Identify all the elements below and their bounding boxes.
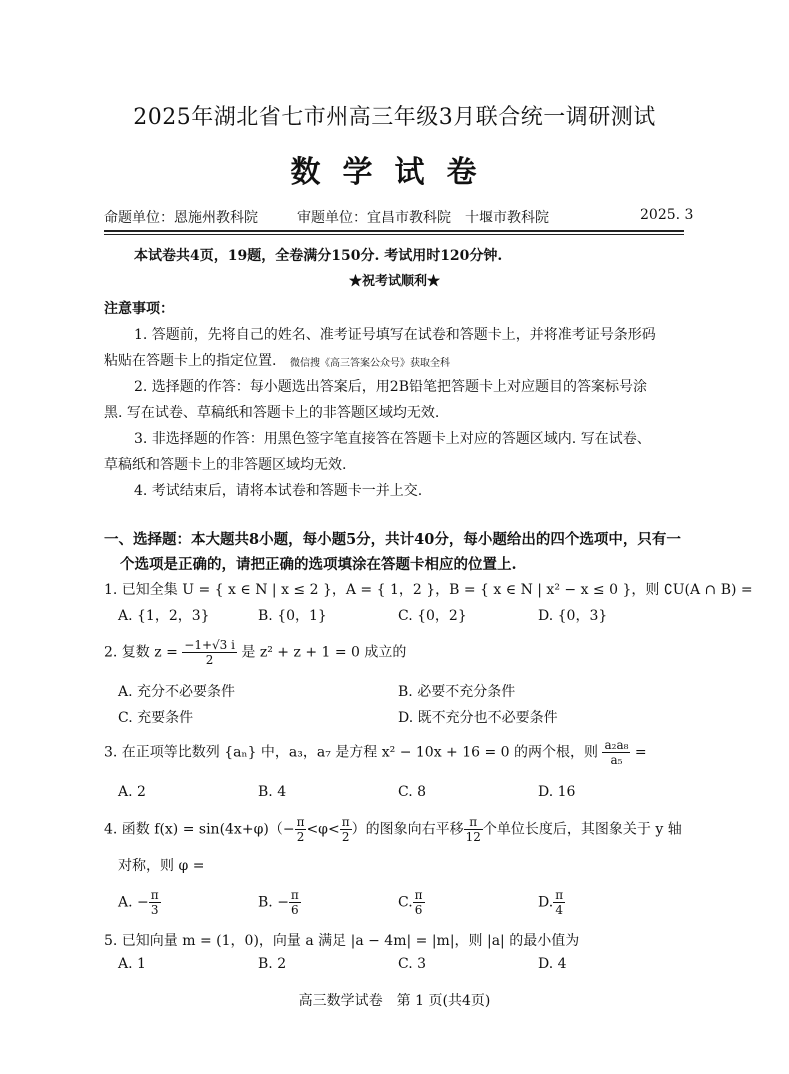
q4-option-d <box>538 888 565 917</box>
q4-stem-a: 4. 函数 f(x) = sin(4x+φ)（− <box>104 821 295 838</box>
q4-frac-1 <box>295 815 307 844</box>
q4-option-b-num: π <box>290 888 299 902</box>
q5-option-d: D. 4 <box>538 956 567 972</box>
exam-date: 2025. 3 <box>640 207 694 223</box>
note-3-line-1: 3. 非选择题的作答：用黑色签字笔直接答在答题卡上对应的答题区域内. 写在试卷、 <box>134 431 651 447</box>
q4-option-a <box>118 888 161 917</box>
q1-option-c: C. {0，2} <box>398 608 467 624</box>
header-rule-top <box>104 230 684 232</box>
q2-stem-b: 是 z² + z + 1 = 0 成立的 <box>241 644 407 661</box>
q2-option-c: C. 充要条件 <box>118 710 194 726</box>
q4-frac-2-den: 2 <box>341 830 350 844</box>
q4-option-b-frac <box>289 888 301 917</box>
reviewer-unit: 审题单位：宜昌市教科院 十堰市教科院 <box>297 210 549 226</box>
section-1-header-line-1: 一、选择题：本大题共8小题，每小题5分，共计40分，每小题给出的四个选项中，只有一 <box>104 531 681 548</box>
notes-title: 注意事项： <box>104 301 174 317</box>
q3-fraction-numerator: a₂a₈ <box>604 738 629 752</box>
setter-unit: 命题单位：恩施州教科院 <box>104 210 258 226</box>
note-1-line-2: 粘贴在答题卡上的指定位置. <box>104 353 277 369</box>
q4-frac-2-num: π <box>341 815 350 829</box>
q4-frac-2 <box>340 815 352 844</box>
q4-frac-1-num: π <box>296 815 305 829</box>
exam-subtitle: 数学试卷 <box>290 155 499 190</box>
question-4-stem <box>104 815 682 844</box>
q4-option-d-den: 4 <box>555 903 563 917</box>
q3-stem-tail: = <box>634 744 647 761</box>
q3-option-b: B. 4 <box>258 784 287 800</box>
header-rule-bottom <box>104 234 684 235</box>
q4-option-d-frac <box>553 888 565 917</box>
note-2-line-2: 黑. 写在试卷、草稿纸和答题卡上的非答题区域均无效. <box>104 405 440 421</box>
q2-fraction-denominator: 2 <box>205 653 214 667</box>
q3-fraction <box>602 738 630 767</box>
q3-stem-text: 3. 在正项等比数列 {aₙ} 中，a₃，a₇ 是方程 x² − 10x + 16 = 0 的两个根，则 <box>104 744 599 761</box>
note-3-line-2: 草稿纸和答题卡上的非答题区域均无效. <box>104 457 347 473</box>
exam-summary: 本试卷共4页，19题，全卷满分150分. 考试用时120分钟. <box>134 248 503 264</box>
exam-title: 2025年湖北省七市州高三年级3月联合统一调研测试 <box>133 105 656 130</box>
q1-option-a: A. {1，2，3} <box>118 608 210 624</box>
good-luck-text: ★祝考试顺利★ <box>348 274 440 289</box>
q4-option-a-frac <box>149 888 161 917</box>
q2-option-d: D. 既不充分也不必要条件 <box>398 710 558 726</box>
page-footer: 高三数学试卷 第 1 页(共4页) <box>298 993 491 1009</box>
question-1-stem: 1. 已知全集 U = { x ∈ N | x ≤ 2 }，A = { 1，2 }，B = { x ∈ N | x² − x ≤ 0 }，则 ∁U(A ∩ B) = <box>104 582 753 598</box>
q3-option-d: D. 16 <box>538 784 576 800</box>
note-4: 4. 考试结束后，请将本试卷和答题卡一并上交. <box>134 483 423 499</box>
q4-option-c <box>398 888 425 917</box>
q4-option-c-frac <box>413 888 425 917</box>
q1-option-b: B. {0，1} <box>258 608 327 624</box>
watermark-text: 微信搜《高三答案公众号》获取全科 <box>290 358 450 369</box>
q5-option-b: B. 2 <box>258 956 287 972</box>
q2-fraction-numerator: −1+√3 i <box>184 638 235 652</box>
q4-frac-3 <box>464 815 483 844</box>
q2-stem-a: 2. 复数 z = <box>104 644 178 661</box>
q4-option-b <box>258 888 301 917</box>
q4-option-b-den: 6 <box>291 903 299 917</box>
question-4-line-2: 对称，则 φ = <box>118 858 205 874</box>
q4-mid: <φ< <box>306 821 340 838</box>
question-2-stem <box>104 638 406 667</box>
q4-option-b-label: B. − <box>258 894 289 911</box>
q2-option-a: A. 充分不必要条件 <box>118 684 236 700</box>
q5-option-c: C. 3 <box>398 956 427 972</box>
section-1-header-line-2: 个选项是正确的，请把正确的选项填涂在答题卡相应的位置上. <box>120 556 517 573</box>
q2-fraction <box>182 638 237 667</box>
q4-option-a-num: π <box>150 888 159 902</box>
q4-option-c-num: π <box>414 888 423 902</box>
q1-option-d: D. {0，3} <box>538 608 608 624</box>
q3-fraction-denominator: a₅ <box>610 753 623 767</box>
q4-option-d-label: D. <box>538 894 554 911</box>
q4-option-a-label: A. − <box>118 894 149 911</box>
q3-option-a: A. 2 <box>118 784 146 800</box>
q4-frac-3-num: π <box>464 815 483 830</box>
question-5-stem: 5. 已知向量 m = (1，0)，向量 a 满足 |a − 4m| = |m|，则 |a| 的最小值为 <box>104 933 580 949</box>
q4-option-a-den: 3 <box>150 903 159 917</box>
q4-option-c-label: C. <box>398 894 413 911</box>
note-1-line-1: 1. 答题前，先将自己的姓名、准考证号填写在试卷和答题卡上，并将准考证号条形码 <box>134 327 656 343</box>
q3-option-c: C. 8 <box>398 784 427 800</box>
q4-frac-3-den: 12 <box>465 830 481 844</box>
q4-option-c-den: 6 <box>414 903 423 917</box>
q4-option-d-num: π <box>555 888 564 902</box>
question-3-stem <box>104 738 647 767</box>
q4-stem-b: ）的图象向右平移 <box>351 821 464 838</box>
q2-option-b: B. 必要不充分条件 <box>398 684 516 700</box>
note-2-line-1: 2. 选择题的作答：每小题选出答案后，用2B铅笔把答题卡上对应题目的答案标号涂 <box>134 379 648 395</box>
q4-frac-1-den: 2 <box>296 830 305 844</box>
q5-option-a: A. 1 <box>118 956 146 972</box>
q4-stem-c: 个单位长度后，其图象关于 y 轴 <box>482 821 682 838</box>
